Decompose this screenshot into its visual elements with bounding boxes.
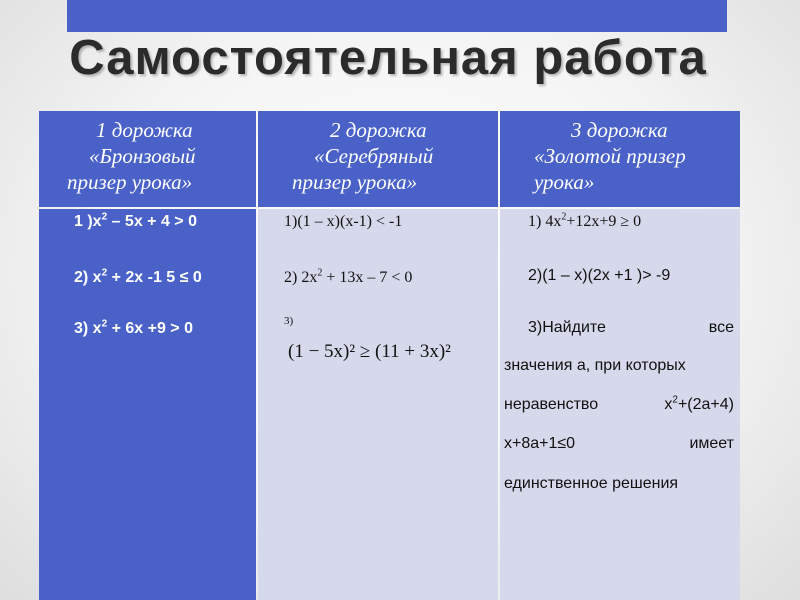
task-3-3-line3: неравенство $x^2+(2a+4)$ <box>504 394 734 413</box>
header-track-2-line3: призер урока» <box>292 170 418 194</box>
header-track-3-line3: урока» <box>534 170 595 194</box>
task-2-1: 1)(1 – x)(x-1) < -1 <box>284 213 403 230</box>
task-3-3-line1: 3)Найдите все <box>528 319 734 336</box>
header-track-3 <box>500 111 740 207</box>
task-2-2: 2) $2x^2 + 13x - 7 < 0$ <box>284 267 413 286</box>
task-2-3-formula: (1 − 5x)² ≥ (11 + 3x)² <box>288 341 451 362</box>
task-3-3-line5: единственное решения <box>504 475 679 492</box>
header-track-2-line2: «Серебряный <box>314 144 434 168</box>
tasks-track-1 <box>39 209 256 600</box>
task-1-3: 3) $x^2 + 6x +9 > 0$ <box>74 318 193 337</box>
task-2-3-number: 3) <box>284 315 294 327</box>
task-1-2: 2) $x^2 + 2x$ -1 5 ≤ 0 <box>74 267 202 286</box>
top-accent-bar <box>67 0 727 32</box>
header-track-2 <box>258 111 498 207</box>
tasks-track-2 <box>258 209 498 600</box>
task-3-1: 1) $4x^2+12x+9 \ge 0$ <box>528 211 642 230</box>
header-track-3-line1: 3 дорожка <box>571 118 668 142</box>
header-track-1-line1: 1 дорожка <box>96 118 193 142</box>
header-track-1-line2: «Бронзовый <box>89 144 196 168</box>
tasks-track-3 <box>500 209 740 600</box>
header-track-3-line2: «Золотой призер <box>534 144 686 168</box>
header-track-2-line1: 2 дорожка <box>330 118 427 142</box>
task-1-1: 1 )$x^2 - 5x + 4 > 0$ <box>74 211 197 230</box>
task-3-2: 2)(1 – x)(2x +1 )> -9 <box>528 267 671 284</box>
task-3-3-line4: x+8a+1≤0 имеет <box>504 435 734 452</box>
header-track-1-line3: призер урока» <box>67 170 193 194</box>
slide-title: Самостоятельная работа <box>69 31 707 85</box>
tasks-table <box>39 111 740 600</box>
header-track-1 <box>39 111 256 207</box>
task-3-3-line2: значения а, при которых <box>504 357 686 374</box>
